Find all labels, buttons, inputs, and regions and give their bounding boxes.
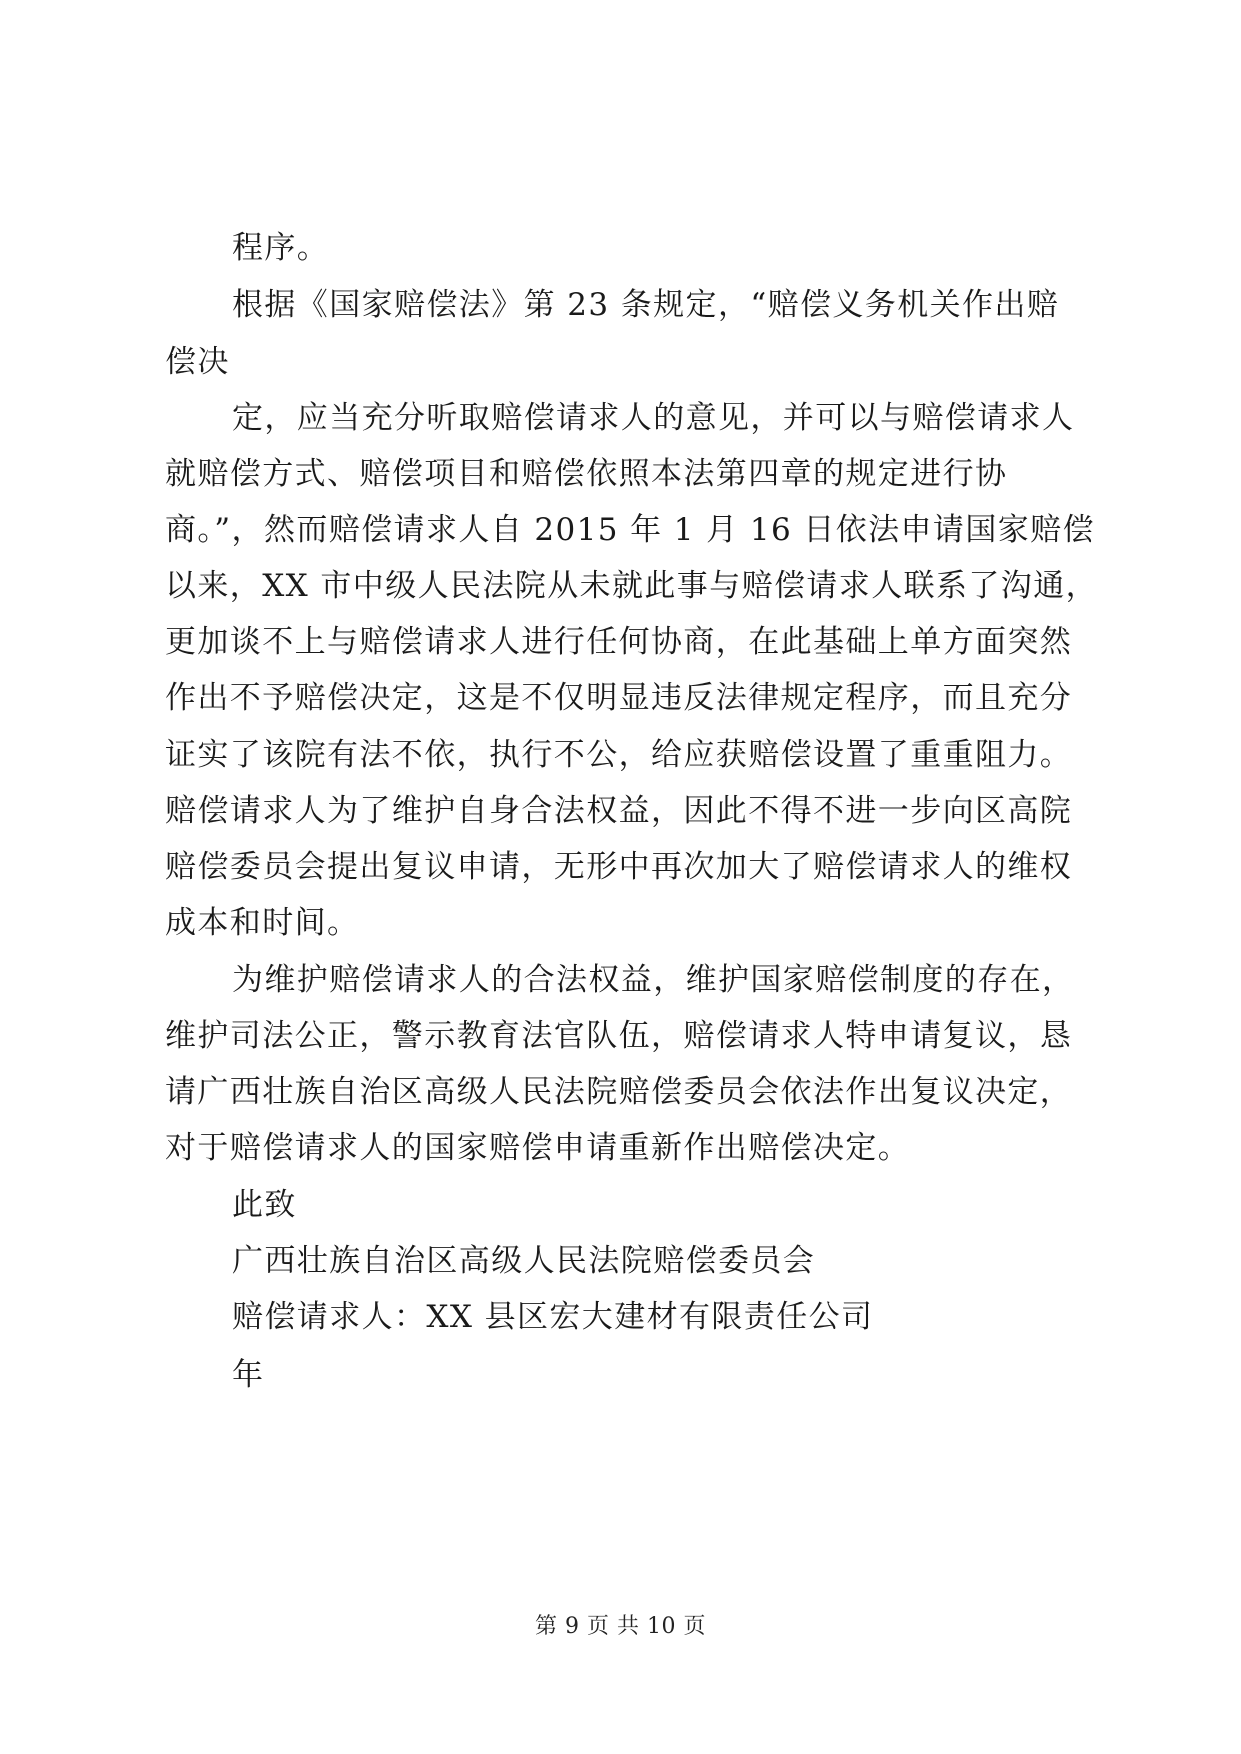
text-line-purpose: 为维护赔偿请求人的合法权益，维护国家赔偿制度的存在， — [232, 962, 1075, 998]
text-line-article-23: 根据《国家赔偿法》第 23 条规定，“赔偿义务机关作出赔 — [232, 287, 1060, 323]
text-line-committee: 赔偿委员会提出复议申请，无形中再次加大了赔偿请求人的维权 — [165, 849, 1073, 885]
text-line-request: 请广西壮族自治区高级人民法院赔偿委员会依法作出复议决定， — [165, 1074, 1073, 1110]
text-line-decision: 作出不予赔偿决定，这是不仅明显违反法律规定程序，而且充分 — [165, 680, 1073, 716]
salutation: 此致 — [232, 1187, 297, 1223]
text-line-quote-1: 定，应当充分听取赔偿请求人的意见，并可以与赔偿请求人 — [232, 400, 1075, 436]
text-line-cost: 成本和时间。 — [165, 905, 360, 941]
text-line-redecide: 对于赔偿请求人的国家赔偿申请重新作出赔偿决定。 — [165, 1130, 911, 1166]
claimant-signature: 赔偿请求人：XX 县区宏大建材有限责任公司 — [232, 1299, 874, 1335]
text-line-date-apply: 商。”，然而赔偿请求人自 2015 年 1 月 16 日依法申请国家赔偿 — [165, 512, 1095, 548]
text-line-quote-2: 就赔偿方式、赔偿项目和赔偿依照本法第四章的规定进行协 — [165, 456, 1008, 492]
text-line-article-23-cont: 偿决 — [165, 344, 230, 380]
text-line-closing-procedure: 程序。 — [232, 230, 330, 266]
date-line: 年 — [232, 1357, 265, 1393]
text-line-rights: 赔偿请求人为了维护自身合法权益，因此不得不进一步向区高院 — [165, 793, 1073, 829]
text-line-court: 以来，XX 市中级人民法院从未就此事与赔偿请求人联系了沟通， — [165, 568, 1098, 604]
page-number-footer: 第 9 页 共 10 页 — [535, 1614, 706, 1639]
text-line-negotiation: 更加谈不上与赔偿请求人进行任何协商，在此基础上单方面突然 — [165, 624, 1073, 660]
text-line-justice: 维护司法公正，警示教育法官队伍，赔偿请求人特申请复议，恳 — [165, 1018, 1073, 1054]
text-line-evidence: 证实了该院有法不依，执行不公，给应获赔偿设置了重重阻力。 — [165, 737, 1073, 773]
recipient: 广西壮族自治区高级人民法院赔偿委员会 — [232, 1243, 816, 1279]
